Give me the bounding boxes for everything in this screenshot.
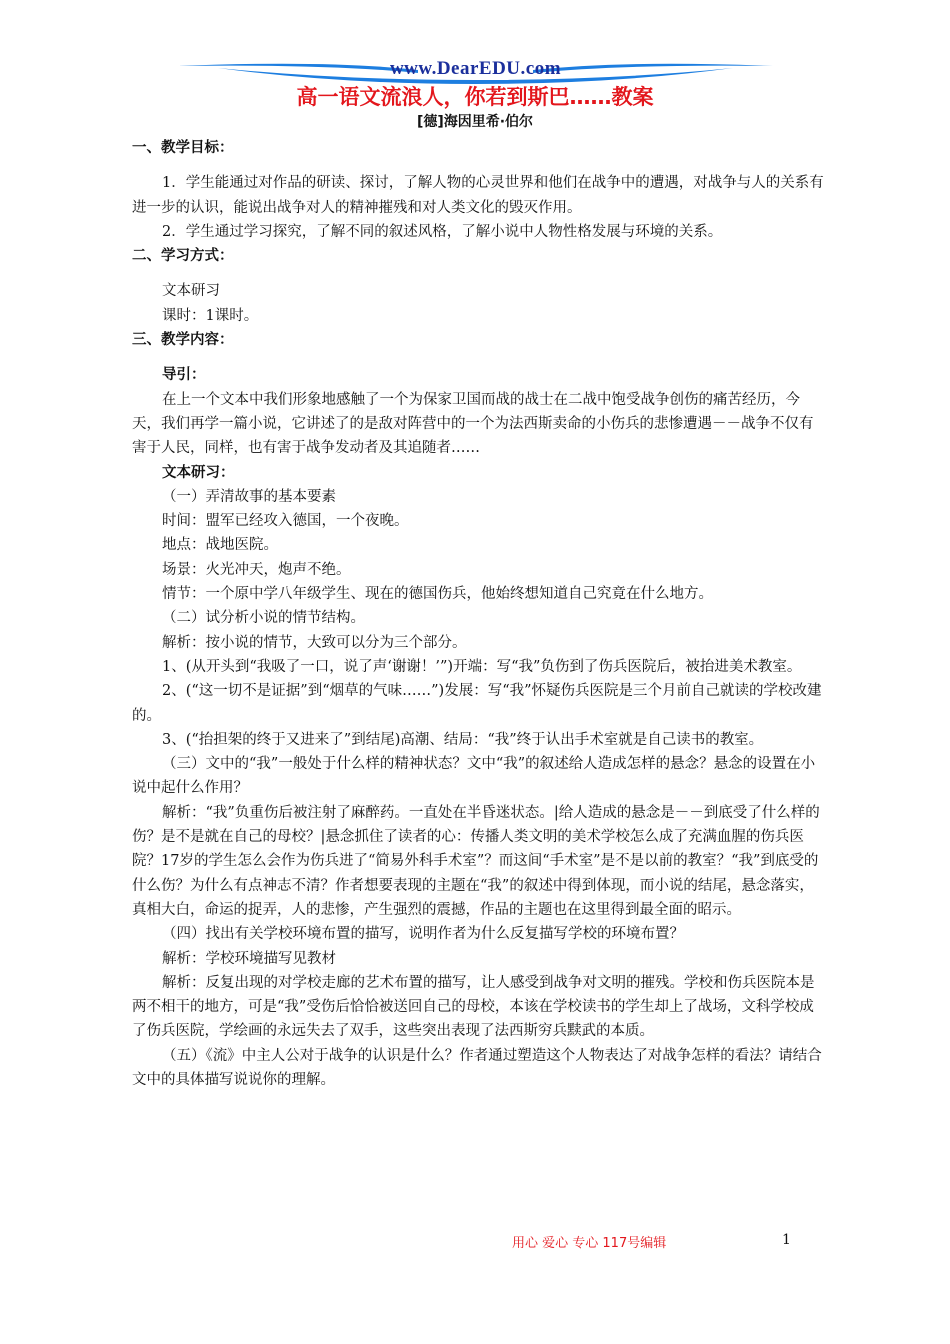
- footer-note: 用心 爱心 专心 117号编辑: [512, 1236, 667, 1251]
- paragraph: 场景：火光冲天，炮声不绝。: [162, 561, 351, 578]
- paragraph: 文本研习: [162, 283, 220, 300]
- paragraph: 2、(“这一切不是证据”到“烟草的气味……”)发展：写“我”怀疑伤兵医院是三个月前自己就读的学校改建的。: [132, 683, 822, 724]
- paragraph: 在上一个文本中我们形象地感触了一个为保家卫国而战的战士在二战中饱受战争创伤的痛苦经历，今天，我们再学一篇小说，它讲述了的是敌对阵营中的一个为法西斯卖命的小伤兵的悲惨遭遇－－战争不仅有害于人民，同样，也有害于战争发动者及其追随者……: [132, 391, 814, 457]
- paragraph: 解析：学校环境描写见教材: [162, 950, 336, 967]
- paragraph: 2．学生通过学习探究，了解不同的叙述风格，了解小说中人物性格发展与环境的关系。: [162, 223, 723, 240]
- author-line: [德]海因里希·伯尔: [416, 114, 534, 130]
- question: （四）找出有关学校环境布置的描写，说明作者为什么反复描写学校的环境布置？: [162, 926, 684, 943]
- section-heading-goals: 一、教学目标：: [132, 140, 234, 156]
- page-title: 高一语文流浪人，你若到斯巴……教案: [296, 85, 654, 109]
- question: （五）《流》中主人公对于战争的认识是什么？作者通过塑造这个人物表达了对战争怎样的看法？请结合文中的具体描写说说你的理解。: [132, 1047, 822, 1088]
- paragraph: 课时：1课时。: [162, 307, 259, 324]
- paragraph: 解析：按小说的情节，大致可以分为三个部分。: [162, 634, 467, 651]
- paragraph: 1、(从开头到“我吸了一口，说了声‘谢谢！’”)开端：写“我”负伤到了伤兵医院后，被抬进美术教室。: [162, 658, 802, 675]
- question: （一）弄清故事的基本要素: [162, 488, 336, 505]
- paragraph: 3、(“抬担架的终于又进来了”到结尾)高潮、结局：“我”终于认出手术室就是自己读书的教室。: [162, 731, 764, 748]
- paragraph: 1．学生能通过对作品的研读、探讨，了解人物的心灵世界和他们在战争中的遭遇，对战争与人的关系有进一步的认识，能说出战争对人的精神摧残和对人类文化的毁灭作用。: [132, 175, 824, 216]
- site-url: www.DearEDU.com: [389, 58, 562, 79]
- document-body: [132, 136, 826, 1092]
- section-heading-method: 二、学习方式：: [132, 248, 234, 265]
- section-heading-content: 三、教学内容：: [132, 332, 234, 349]
- subheading-study: 文本研习：: [162, 464, 235, 481]
- page-number: 1: [782, 1232, 791, 1248]
- subheading-intro: 导引：: [162, 367, 206, 384]
- question: （二）试分析小说的情节结构。: [162, 610, 365, 627]
- paragraph: 时间：盟军已经攻入德国，一个夜晚。: [162, 513, 409, 530]
- paragraph: 地点：战地医院。: [162, 537, 278, 554]
- question: （三）文中的“我”一般处于什么样的精神状态？文中“我”的叙述给人造成怎样的悬念？悬念的设置在小说中起什么作用？: [132, 756, 816, 797]
- paragraph: 解析：反复出现的对学校走廊的艺术布置的描写，让人感受到战争对文明的摧残。学校和伤兵医院本是两不相干的地方，可是“我”受伤后恰恰被送回自己的母校，本该在学校读书的学生却上了战场，文科学校成了伤兵医院，学绘画的永远失去了双手，这些突出表现了法西斯穷兵黩武的本质。: [132, 974, 815, 1040]
- paragraph: 情节：一个原中学八年级学生、现在的德国伤兵，他始终想知道自己究竟在什么地方。: [162, 586, 713, 603]
- paragraph: 解析：“我”负重伤后被注射了麻醉药。一直处在半昏迷状态。|给人造成的悬念是－－到底受了什么样的伤？是不是就在自己的母校？|悬念抓住了读者的心：传播人类文明的美术学校怎么成了充满血腥的伤兵医院？17岁的学生怎么会作为伤兵进了“简易外科手术室”？而这间“手术室”是不是以前的教室？“我”到底受的什么伤？为什么有点神志不清？作者想要表现的主题在“我”的叙述中得到体现，而小说的结尾，悬念落实，真相大白，命运的捉弄，人的悲惨，产生强烈的震撼，作品的主题也在这里得到最全面的昭示。: [132, 804, 820, 918]
